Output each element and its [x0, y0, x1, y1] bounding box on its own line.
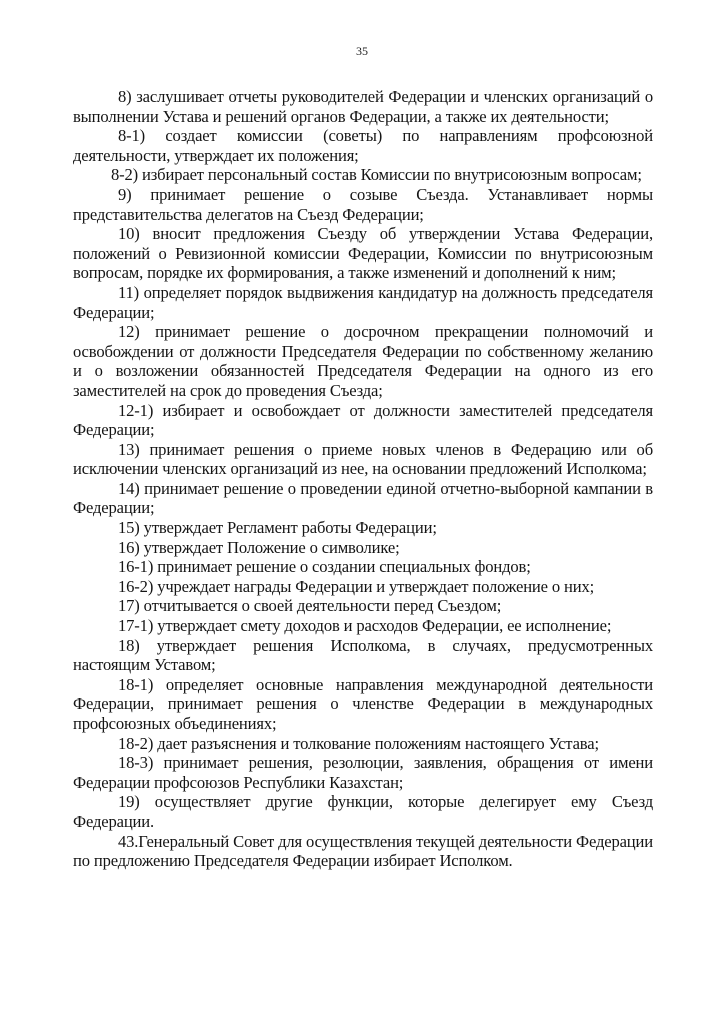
document-body	[73, 87, 653, 871]
paragraph-item-12: 12) принимает решение о досрочном прекращении полномочий и освобождении от должности Председателя Федерации по собственному желанию и о возложении обязанностей Председателя Федерации на одного из его заместителей на срок до проведения Съезда;	[73, 322, 653, 400]
paragraph-item-43: 43.Генеральный Совет для осуществления текущей деятельности Федерации по предложению Председателя Федерации избирает Исполком.	[73, 831, 653, 871]
paragraph-item-8: 8) заслушивает отчеты руководителей Федерации и членских организаций о выполнении Устава и решений органов Федерации, а также их деятельности;	[73, 87, 653, 126]
paragraph-item-16-1: 16-1) принимает решение о создании специальных фондов;	[118, 557, 531, 577]
paragraph-item-18: 18) утверждает решения Исполкома, в случаях, предусмотренных настоящим Уставом;	[73, 635, 653, 675]
paragraph-item-17: 17) отчитывается о своей деятельности перед Съездом;	[118, 596, 502, 616]
paragraph-item-18-3: 18-3) принимает решения, резолюции, заявления, обращения от имени Федерации профсоюзов Республики Казахстан;	[73, 753, 653, 792]
paragraph-item-15: 15) утверждает Регламент работы Федерации;	[118, 518, 437, 538]
paragraph-item-17-1: 17-1) утверждает смету доходов и расходов Федерации, ее исполнение;	[118, 616, 612, 636]
paragraph-item-18-2: 18-2) дает разъяснения и толкование положениям настоящего Устава;	[118, 733, 599, 753]
paragraph-item-10: 10) вносит предложения Съезду об утверждении Устава Федерации, положений о Ревизионной комиссии Федерации, Комиссии по внутрисоюзным вопросам, порядке их формирования, а также изменений и дополнений к ним;	[73, 224, 653, 283]
paragraph-item-16: 16) утверждает Положение о символике;	[118, 537, 400, 557]
paragraph-item-9: 9) принимает решение о созыве Съезда. Устанавливает нормы представительства делегатов на Съезд Федерации;	[73, 184, 653, 224]
paragraph-item-11: 11) определяет порядок выдвижения кандидатур на должность председателя Федерации;	[73, 282, 653, 322]
paragraph-item-19: 19) осуществляет другие функции, которые делегирует ему Съезд Федерации.	[73, 792, 653, 831]
paragraph-item-8-2: 8-2) избирает персональный состав Комиссии по внутрисоюзным вопросам;	[111, 165, 642, 185]
paragraph-item-12-1: 12-1) избирает и освобождает от должности заместителей председателя Федерации;	[73, 400, 653, 440]
paragraph-item-18-1: 18-1) определяет основные направления международной деятельности Федерации, принимает решения о членстве Федерации в международных профсоюзных объединениях;	[73, 674, 653, 733]
paragraph-item-14: 14) принимает решение о проведении единой отчетно-выборной кампании в Федерации;	[73, 478, 653, 518]
paragraph-item-8-1: 8-1) создает комиссии (советы) по направлениям профсоюзной деятельности, утверждает их положения;	[73, 126, 653, 165]
paragraph-item-13: 13) принимает решения о приеме новых членов в Федерацию или об исключении членских организаций из нее, на основании предложений Исполкома;	[73, 439, 653, 479]
paragraph-item-16-2: 16-2) учреждает награды Федерации и утверждает положение о них;	[118, 576, 595, 596]
page-number: 35	[356, 44, 368, 58]
